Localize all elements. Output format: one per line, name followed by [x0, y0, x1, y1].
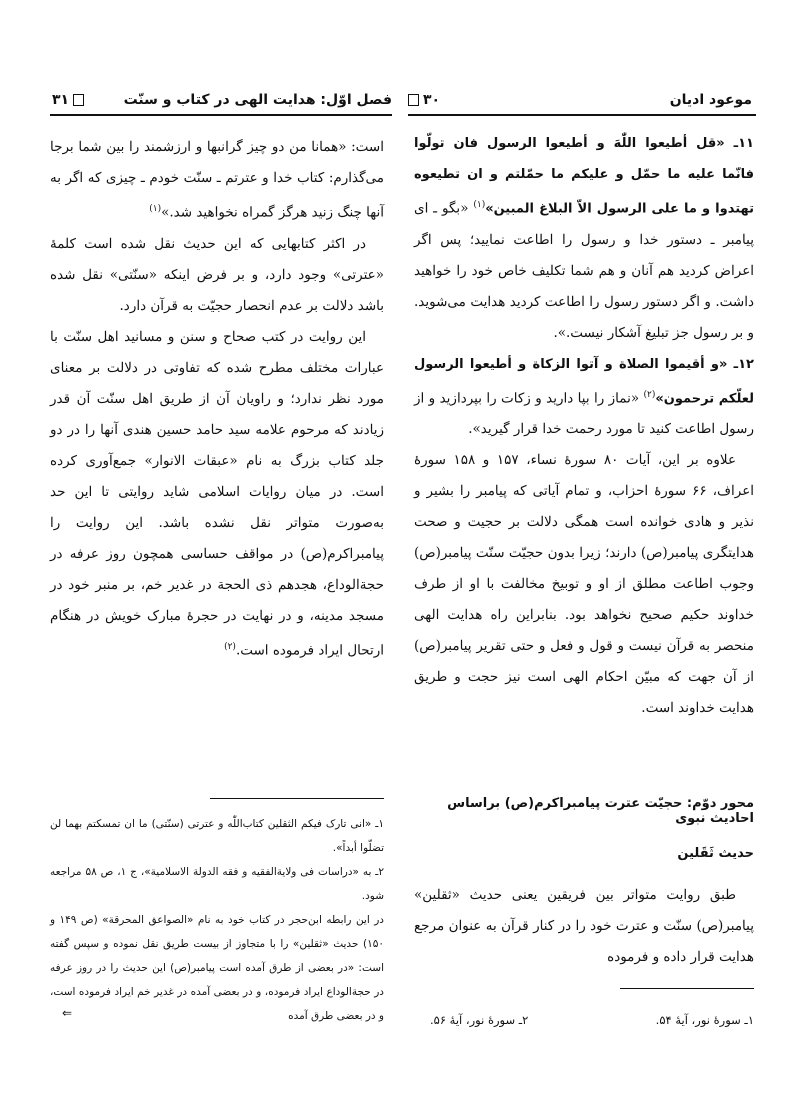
footnote-2: ۲ـ سورهٔ نور، آیهٔ ۵۶. [430, 1013, 529, 1027]
footnote-rule-right [620, 988, 754, 989]
page-number-value: ۳۰ [423, 92, 441, 108]
left-body [50, 132, 384, 666]
footnote-ref: (۲) [643, 389, 656, 400]
paragraph-3: این روایت در کتب صحاح و سنن و مسانید اهل سنّت با عبارات مختلف مطرح شده که تفاوتی در دلالت بر معنای مورد نظر ندارد؛ و راویان آن از طریق اهل سنّت آن قدر زیادند که مرحوم علامه سید حامد حسین هندی آنها را در دو جلد کتاب بزرگ به نام «عبقات الانوار» جمع‌آوری کرده است. در میان روایات اسلامی شاید روایتی تا این حد به‌صورت متواتر نقل نشده باشد. این روایت را پیامبراکرم(ص) در مواقف حساسی همچون روز عرفه در حجة‌الوداع، هجدهم ذی الحجة در غدیر خم، بر منبر خود در مسجد مدینه، و در نهایت در حجرهٔ مبارک خویش در هنگام ارتحال ایراد فرموده است. [50, 328, 384, 658]
running-title-right: موعود ادیان [669, 92, 752, 108]
page-number-right [408, 92, 440, 108]
footnote-rule-left [210, 798, 384, 799]
right-body [414, 128, 754, 724]
paragraph: علاوه بر این، آیات ۸۰ سورهٔ نساء، ۱۵۷ و ۱۵۸ سورهٔ اعراف، ۶۶ سورهٔ احزاب، و تمام آیاتی که پیامبر را بشیر و نذیر و هادی خوانده است همگی دلالت بر حجیت و صحت هدایتگری پیامبر(ص) دارند؛ زیرا بدون حجیّت سنّت پیامبر(ص) وجوب اطاعت مطلق از او و توبیخ مخالفت با او از طرف خداوند حکیم صحیح نخواهد بود. بنابراین راه هدایت الهی منحصر به قرآن نیست و قول و فعل و حتی تقریر پیامبر(ص) از آن جهت که مبیّن احکام الهی است نیز حجت و طریق هدایت خداوند است. [414, 452, 755, 716]
right-header [408, 88, 752, 112]
subheading: حدیث ثَقَلین [677, 846, 754, 861]
item-11 [414, 128, 754, 349]
right-page [400, 0, 800, 1100]
left-header [52, 88, 392, 112]
running-title-left: فصل اوّل: هدایت الهی در کتاب و سنّت [123, 92, 392, 108]
item-12-quote: ۱۲ـ «و أقیموا الصلاة و آتوا الزکاة و أطیعوا الرسول لعلّکم ترحمون» [414, 356, 754, 406]
footnote-ref: (۱) [149, 204, 162, 214]
page-number-left [52, 92, 84, 108]
paragraph [50, 132, 384, 229]
footnote-ref: (۱) [473, 200, 486, 210]
footnote-ref: (۲) [224, 641, 236, 652]
footnote-2: ۲ـ به «دراسات فی ولایة‌الفقیه و فقه الدولة الاسلامیة»، ج ۱، ص ۵۸ مراجعه شود. [50, 866, 385, 902]
footnotes-left [50, 812, 384, 1028]
footnote-2-continued: در این رابطه ابن‌حجر در کتاب خود به نام «الصواعق المحرقة» (ص ۱۴۹ و ۱۵۰) حدیث «ثقلین» را با متجاوز از بیست طریق نقل نموده و سپس گفته است: «در بعضی از طرق آمده است پیامبر(ص) این حدیث را در روز عرفه در حجة‌الوداع ایراد فرموده، و در بعضی آمده در غدیر خم ایراد فرموده است، و در بعضی طرق آمده [50, 914, 384, 1022]
square-icon [408, 94, 419, 106]
footnotes-right [430, 1008, 754, 1032]
section-heading: محور دوّم: حجیّت عترت پیامبراکرم(ص) براساس احادیث نبوی [447, 796, 754, 826]
item-11-quote: ۱۱ـ «قل أطیعوا اللّٰهَ و أطیعوا الرسول فان تولّوا فانّما علیه ما حمّل و علیکم ما حمّلتم و ان تطیعوه تهتدوا و ما علی الرسول الاّ البلاغ المبین» [414, 136, 754, 217]
item-12-text: «نماز را بپا دارید و زکات را بپردازید و از رسول اطاعت کنید تا مورد رحمت خدا قرار گیرید». [414, 390, 754, 437]
page-number-value: ۳۱ [52, 92, 70, 108]
continue-arrow-icon: ⇐ [62, 1006, 73, 1020]
square-icon [73, 94, 84, 106]
section-text: طبق روایت متواتر بین فریقین یعنی حدیث «ثقلین» پیامبر(ص) سنّت و عترت خود را در کنار قرآن به عنوان مرجع هدایت قرار داده و فرموده [414, 887, 754, 965]
item-12 [414, 349, 754, 446]
paragraph-1: است: «همانا من دو چیز گرانبها و ارزشمند را بین شما برجا می‌گذارم: کتاب خدا و عترتم ـ سنّت خودم ـ چیزی که اگر به آنها چنگ زنید هرگز گمراه نخواهید شد.» [50, 139, 384, 221]
paragraph [50, 322, 384, 667]
footnote-1: ۱ـ «انی تارک فیکم الثقلین کتاب‌اللّٰه و عترتی (سنّتی) ما ان تمسکتم بهما لن تضلّوا أبداً». [50, 818, 384, 854]
header-rule-right [408, 114, 756, 116]
paragraph-2: در اکثر کتابهایی که این حدیث نقل شده است کلمهٔ «عترتی» وجود دارد، و بر فرض اینکه «سنّتی» نقل شده باشد دلالت بر عدم انحصار حجیّت به قرآن دارد. [50, 235, 384, 314]
footnote-1: ۱ـ سورهٔ نور، آیهٔ ۵۴. [655, 1013, 754, 1027]
item-11-text: «بگو ـ ای پیامبر ـ دستور خدا و رسول را اطاعت نمایید؛ پس اگر اعراض کردید هم آنان و هم شما تکلیف خاص خود را خواهید داشت. و اگر دستور رسول را اطاعت کردید هدایت می‌شوید. و بر رسول جز تبلیغ آشکار نیست.». [414, 200, 754, 341]
header-rule-left [50, 114, 392, 116]
